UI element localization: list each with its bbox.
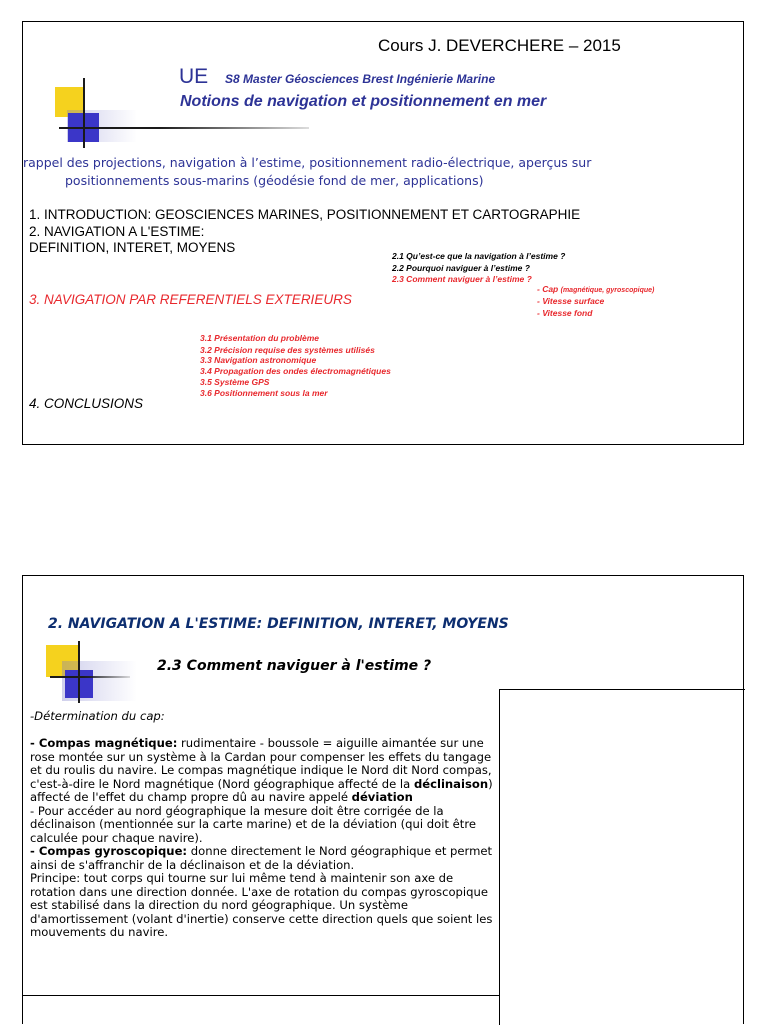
intro-line-2: positionnements sous-marins (géodésie fond de mer, applications): [65, 173, 484, 188]
toc-sub-3-5: 3.5 Système GPS: [200, 377, 270, 387]
course-author: Cours J. DEVERCHERE – 2015: [378, 36, 621, 55]
section-heading: 2. NAVIGATION A L'ESTIME: DEFINITION, INTERET, MOYENS: [48, 616, 509, 632]
toc-sub-2-1: 2.1 Qu’est-ce que la navigation à l’estime ?: [392, 251, 566, 261]
toc-item-2-line-2: DEFINITION, INTERET, MOYENS: [29, 240, 236, 255]
toc-sub-3-4: 3.4 Propagation des ondes électromagnétiques: [200, 366, 391, 376]
toc-vitesse-fond: - Vitesse fond: [537, 308, 593, 318]
compas-magnetique-text-a: rudimentaire - boussole = aiguille aimantée sur une rose montée sur un système à la Cardan pour compenser les effets du tangage et du roulis du navire. Le compas magnétique indique le Nord dit Nord compas, c'est-à-dire le Nord magnétique (Nord géographique affecté de la: [30, 736, 492, 791]
toc-sub-3-6: 3.6 Positionnement sous la mer: [200, 388, 328, 398]
image-placeholder-panel: [499, 689, 745, 1025]
compas-magnetique-text-b: ) affecté de l'effet du champ propre dû au navire appelé: [30, 776, 493, 804]
compas-gyroscopique-text: donne directement le Nord géographique et permet ainsi de s'affranchir de la déclinaison et de la déviation.: [30, 844, 493, 872]
body-text: [30, 710, 495, 940]
slide-2: [22, 575, 744, 1024]
logo-horizontal-line: [50, 676, 130, 678]
paragraph-correction: - Pour accéder au nord géographique la mesure doit être corrigée de la déclinaison (mentionnée sur la carte marine) et de la déviation (qui doit être calculée pour chaque navire).: [30, 803, 476, 845]
course-title: Notions de navigation et positionnement en mer: [180, 93, 547, 110]
master-program: S8 Master Géosciences Brest Ingénierie Marine: [225, 72, 496, 86]
toc-cap: [537, 284, 654, 294]
toc-item-1: 1. INTRODUCTION: GEOSCIENCES MARINES, POSITIONNEMENT ET CARTOGRAPHIE: [29, 207, 581, 222]
compas-gyroscopique-label: - Compas gyroscopique:: [30, 844, 188, 858]
toc-item-3: 3. NAVIGATION PAR REFERENTIELS EXTERIEURS: [29, 292, 352, 307]
toc-sub-3-1: 3.1 Présentation du problème: [200, 333, 320, 343]
toc-item-4: 4. CONCLUSIONS: [29, 396, 144, 411]
slide-logo: [46, 641, 136, 703]
paragraph-compas-magnetique: [30, 737, 495, 805]
ue-label: UE: [179, 65, 209, 88]
toc-sub-2-3: 2.3 Comment naviguer à l’estime ?: [392, 274, 532, 284]
intro-line-1: rappel des projections, navigation à l’estime, positionnement radio-électrique, aperçus sur: [23, 155, 592, 170]
declinaison-term: déclinaison: [413, 776, 489, 791]
logo-vertical-line: [78, 641, 80, 703]
toc-vitesse-surface: - Vitesse surface: [537, 296, 605, 306]
text-divider: [23, 995, 499, 996]
section-subheading: 2.3 Comment naviguer à l'estime ?: [157, 658, 432, 674]
toc-sub-2-2: 2.2 Pourquoi naviguer à l’estime ?: [392, 263, 530, 273]
logo-horizontal-line: [59, 127, 309, 129]
logo-vertical-line: [83, 78, 85, 148]
slide-1: [22, 21, 744, 445]
deviation-term: déviation: [351, 790, 413, 804]
toc-sub-3-3: 3.3 Navigation astronomique: [200, 355, 317, 365]
paragraph-compas-gyroscopique: [30, 845, 495, 872]
toc-sub-3-2: 3.2 Précision requise des systèmes utilisés: [200, 345, 375, 355]
cap-determination-label: -Détermination du cap:: [30, 709, 165, 723]
compas-magnetique-label: - Compas magnétique:: [30, 736, 178, 750]
paragraph-principe: Principe: tout corps qui tourne sur lui même tend à maintenir son axe de rotation dans une direction donnée. L'axe de rotation du compas gyroscopique est stabilisé dans la direction du nord géographique. Un système d'amortissement (volant d'inertie) conserve cette direction quels que soient les mouvements du navire.: [30, 871, 493, 939]
toc-item-2-line-1: 2. NAVIGATION A L'ESTIME:: [29, 224, 205, 239]
intro-summary: [23, 154, 723, 190]
cap-detail: (magnétique, gyroscopique): [560, 287, 655, 294]
cap-label: - Cap: [537, 284, 559, 294]
